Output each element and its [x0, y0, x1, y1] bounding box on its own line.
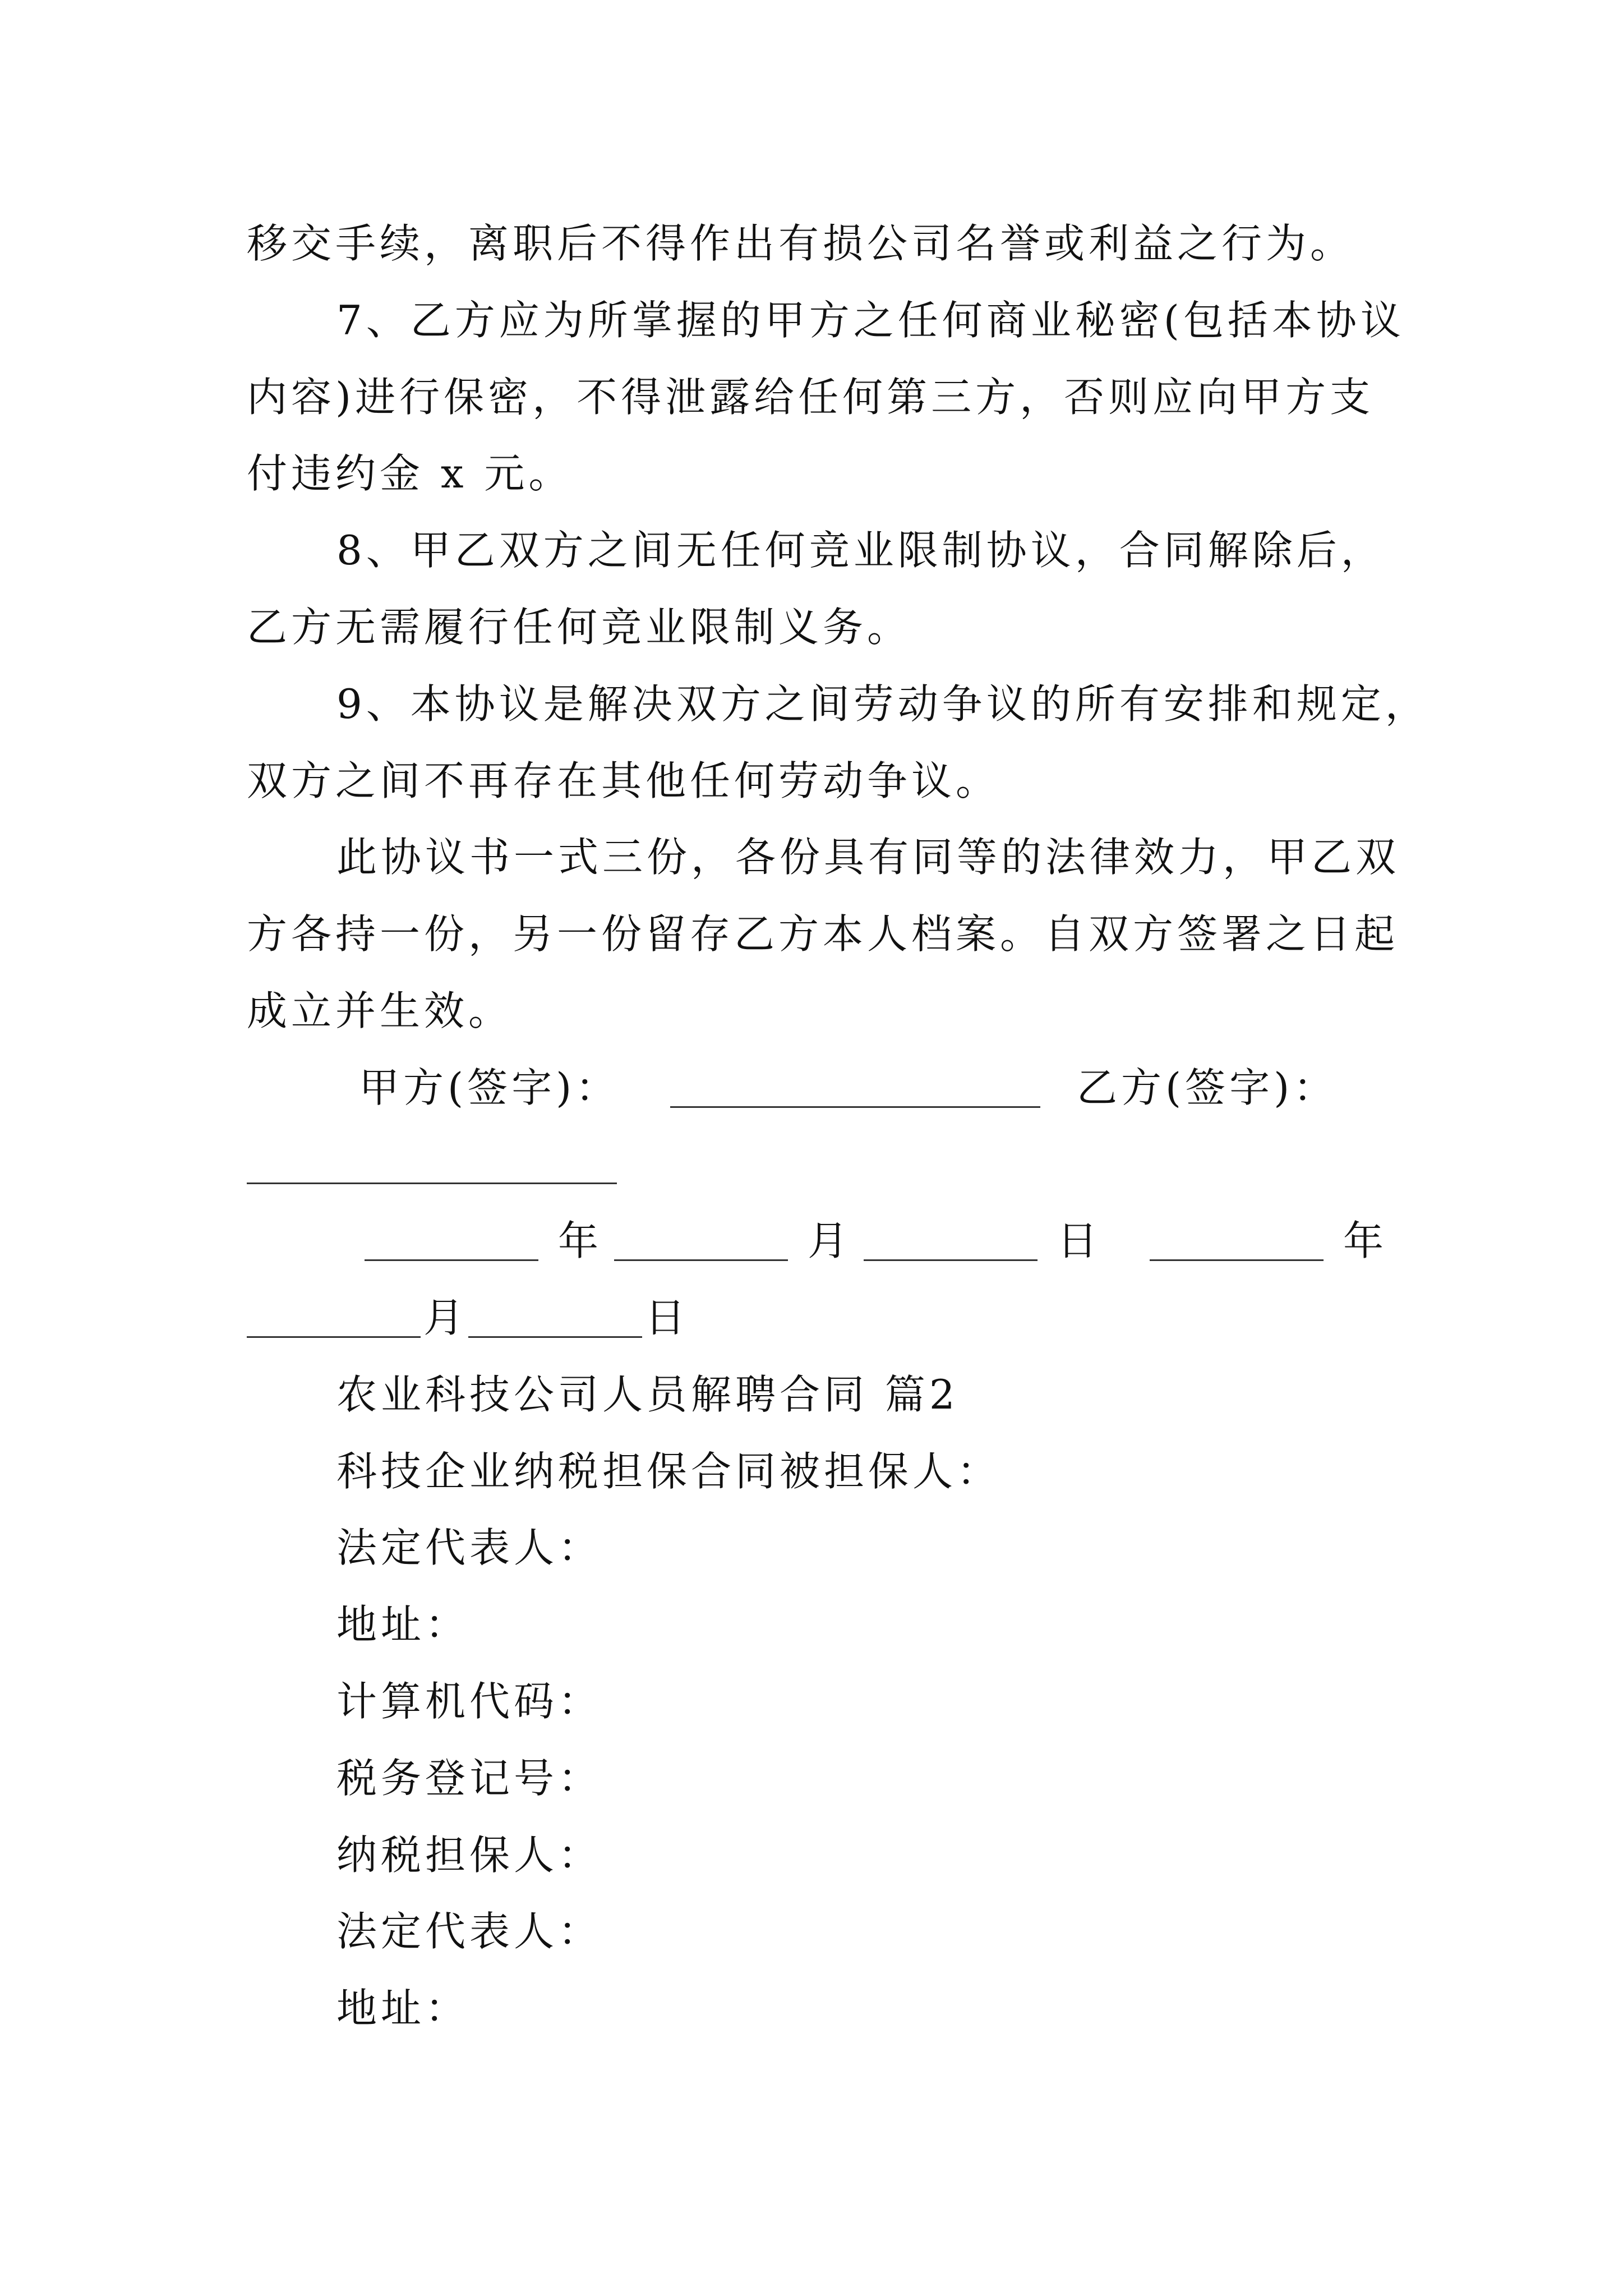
party-b-day-blank	[468, 1336, 642, 1338]
year-label: 年	[558, 1217, 603, 1264]
form-field-label: 法定代表人：	[336, 1908, 603, 1955]
month-label: 月	[808, 1217, 852, 1264]
party-b-signature-label: 乙方(签字)：	[1077, 1064, 1338, 1111]
paragraph-line: 方各持一份，另一份留存乙方本人档案。自双方签署之日起	[247, 910, 1399, 958]
clause-8-line: 8、甲乙双方之间无任何竞业限制协议，合同解除后，	[336, 527, 1385, 574]
closing-paragraph-line: 此协议书一式三份，各份具有同等的法律效力，甲乙双	[336, 834, 1400, 881]
paragraph-line: 成立并生效。	[247, 987, 513, 1034]
form-field-label: 税务登记号：	[336, 1755, 603, 1802]
section-title: 农业科技公司人员解聘合同 篇2	[336, 1371, 959, 1418]
year-label: 年	[1343, 1217, 1388, 1264]
clause-7-line: 7、乙方应为所掌握的甲方之任何商业秘密(包括本协议	[336, 297, 1405, 344]
day-label: 日	[645, 1294, 690, 1341]
party-b-signature-blank	[247, 1182, 617, 1184]
party-a-month-blank	[614, 1259, 788, 1261]
month-label: 月	[423, 1294, 468, 1341]
party-b-month-blank	[247, 1336, 421, 1338]
party-a-signature-blank	[670, 1106, 1040, 1108]
party-a-year-blank	[365, 1259, 538, 1261]
party-a-signature-label: 甲方(签字)：	[359, 1064, 620, 1111]
clause-9-line: 9、本协议是解决双方之间劳动争议的所有安排和规定，	[336, 680, 1430, 728]
paragraph-line: 乙方无需履行任何竞业限制义务。	[247, 604, 912, 651]
paragraph-line: 移交手续，离职后不得作出有损公司名誉或利益之行为。	[247, 220, 1355, 267]
paragraph-line: 付违约金 x 元。	[247, 450, 573, 497]
form-field-label: 计算机代码：	[336, 1678, 603, 1725]
party-b-year-blank	[1150, 1259, 1324, 1261]
form-field-label: 纳税担保人：	[336, 1832, 603, 1879]
form-field-label: 法定代表人：	[336, 1524, 603, 1571]
form-field-label: 科技企业纳税担保合同被担保人：	[336, 1448, 1002, 1495]
party-a-day-blank	[864, 1259, 1038, 1261]
form-field-label: 地址：	[336, 1985, 470, 2032]
paragraph-line: 双方之间不再存在其他任何劳动争议。	[247, 757, 1000, 804]
day-label: 日	[1057, 1217, 1102, 1264]
form-field-label: 地址：	[336, 1601, 470, 1648]
paragraph-line: 内容)进行保密，不得泄露给任何第三方，否则应向甲方支	[247, 374, 1375, 421]
